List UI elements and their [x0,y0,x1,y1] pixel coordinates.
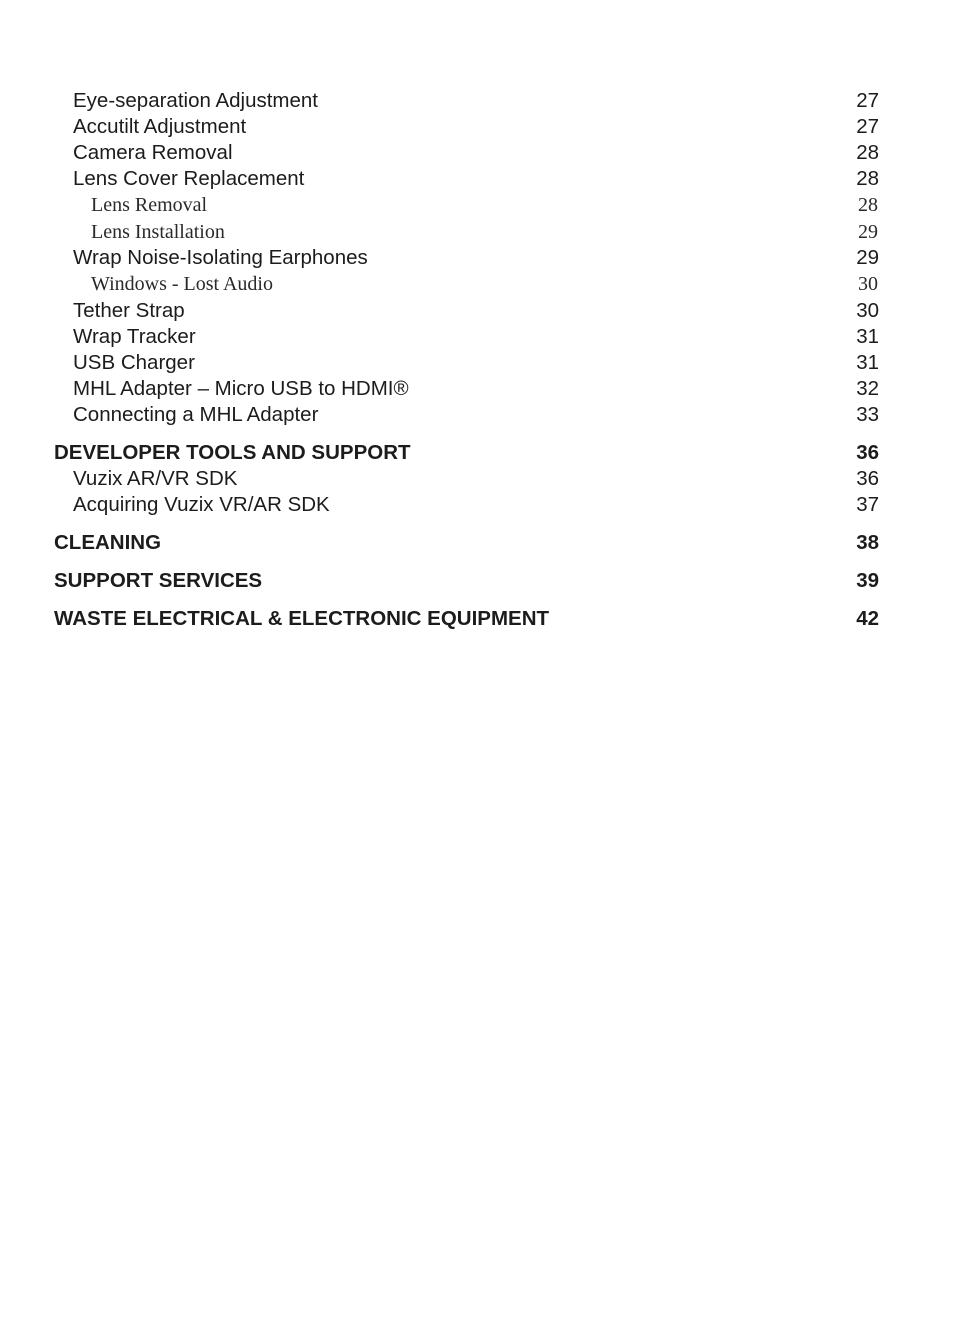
toc-section-title: SUPPORT SERVICES [54,568,263,592]
toc-section-title: WASTE ELECTRICAL & ELECTRONIC EQUIPMENT [54,606,550,630]
toc-entry-mhl-adapter[interactable] [54,376,879,402]
toc-entry-page-number: 31 [856,324,879,348]
toc-section-support-services[interactable] [54,568,879,594]
toc-section-title: CLEANING [54,530,162,554]
toc-section-page-number: 39 [856,568,879,592]
toc-entry-title: MHL Adapter – Micro USB to HDMI® [73,376,409,400]
toc-section-cleaning[interactable] [54,530,879,556]
toc-entry-title: Vuzix AR/VR SDK [73,466,238,490]
toc-entry-title: Accutilt Adjustment [73,115,247,138]
toc-entry-title: Camera Removal [73,141,233,164]
toc-entry-title: Lens Cover Replacement [73,167,305,190]
toc-entry-eye-separation-adjustment[interactable] [54,88,879,114]
toc-entry-page-number: 28 [856,141,879,164]
toc-section-page-number: 42 [856,606,879,630]
toc-entry-title: Windows - Lost Audio [91,273,273,295]
toc-entry-title: Wrap Noise-Isolating Earphones [73,246,368,269]
toc-entry-acquiring-vuzix-sdk[interactable] [54,492,879,518]
toc-entry-wrap-noise-isolating-earphones[interactable] [54,245,879,271]
toc-entry-page-number: 28 [858,194,878,216]
toc-entry-title: Connecting a MHL Adapter [73,402,319,426]
toc-entry-page-number: 37 [856,492,879,516]
toc-entry-title: Eye-separation Adjustment [73,89,318,112]
toc-entry-title: Lens Removal [91,194,208,216]
toc-entry-page-number: 27 [856,89,879,112]
toc-entry-lens-cover-replacement[interactable] [54,166,879,192]
toc-entry-title: Acquiring Vuzix VR/AR SDK [73,492,330,516]
toc-entry-accutilt-adjustment[interactable] [54,114,879,140]
toc-entry-page-number: 33 [856,402,879,426]
toc-entry-page-number: 28 [856,167,879,190]
toc-entry-windows-lost-audio[interactable] [54,271,879,298]
toc-entry-page-number: 30 [858,273,878,295]
toc-entry-page-number: 36 [856,466,879,490]
toc-section-page-number: 38 [856,530,879,554]
toc-entry-lens-removal[interactable] [54,192,879,219]
toc-entry-connecting-mhl-adapter[interactable] [54,402,879,428]
toc-section-title: DEVELOPER TOOLS AND SUPPORT [54,440,411,464]
toc-entry-vuzix-ar-vr-sdk[interactable] [54,466,879,492]
toc-entry-title: Wrap Tracker [73,324,196,348]
table-of-contents [54,88,879,632]
toc-entry-camera-removal[interactable] [54,140,879,166]
toc-entry-tether-strap[interactable] [54,298,879,324]
toc-entry-wrap-tracker[interactable] [54,324,879,350]
toc-section-developer-tools-and-support[interactable] [54,440,879,466]
toc-entry-page-number: 29 [858,220,878,243]
toc-entry-title: USB Charger [73,350,195,374]
toc-entry-title: Tether Strap [73,298,185,322]
toc-entry-page-number: 31 [856,350,879,374]
toc-entry-page-number: 30 [856,298,879,322]
toc-entry-page-number: 29 [856,246,879,269]
toc-entry-page-number: 32 [856,376,879,400]
toc-entry-usb-charger[interactable] [54,350,879,376]
toc-section-waste-electrical[interactable] [54,606,879,632]
toc-section-page-number: 36 [856,440,879,464]
toc-entry-lens-installation[interactable] [54,219,879,246]
toc-entry-title: Lens Installation [91,220,225,243]
toc-entry-page-number: 27 [856,115,879,138]
